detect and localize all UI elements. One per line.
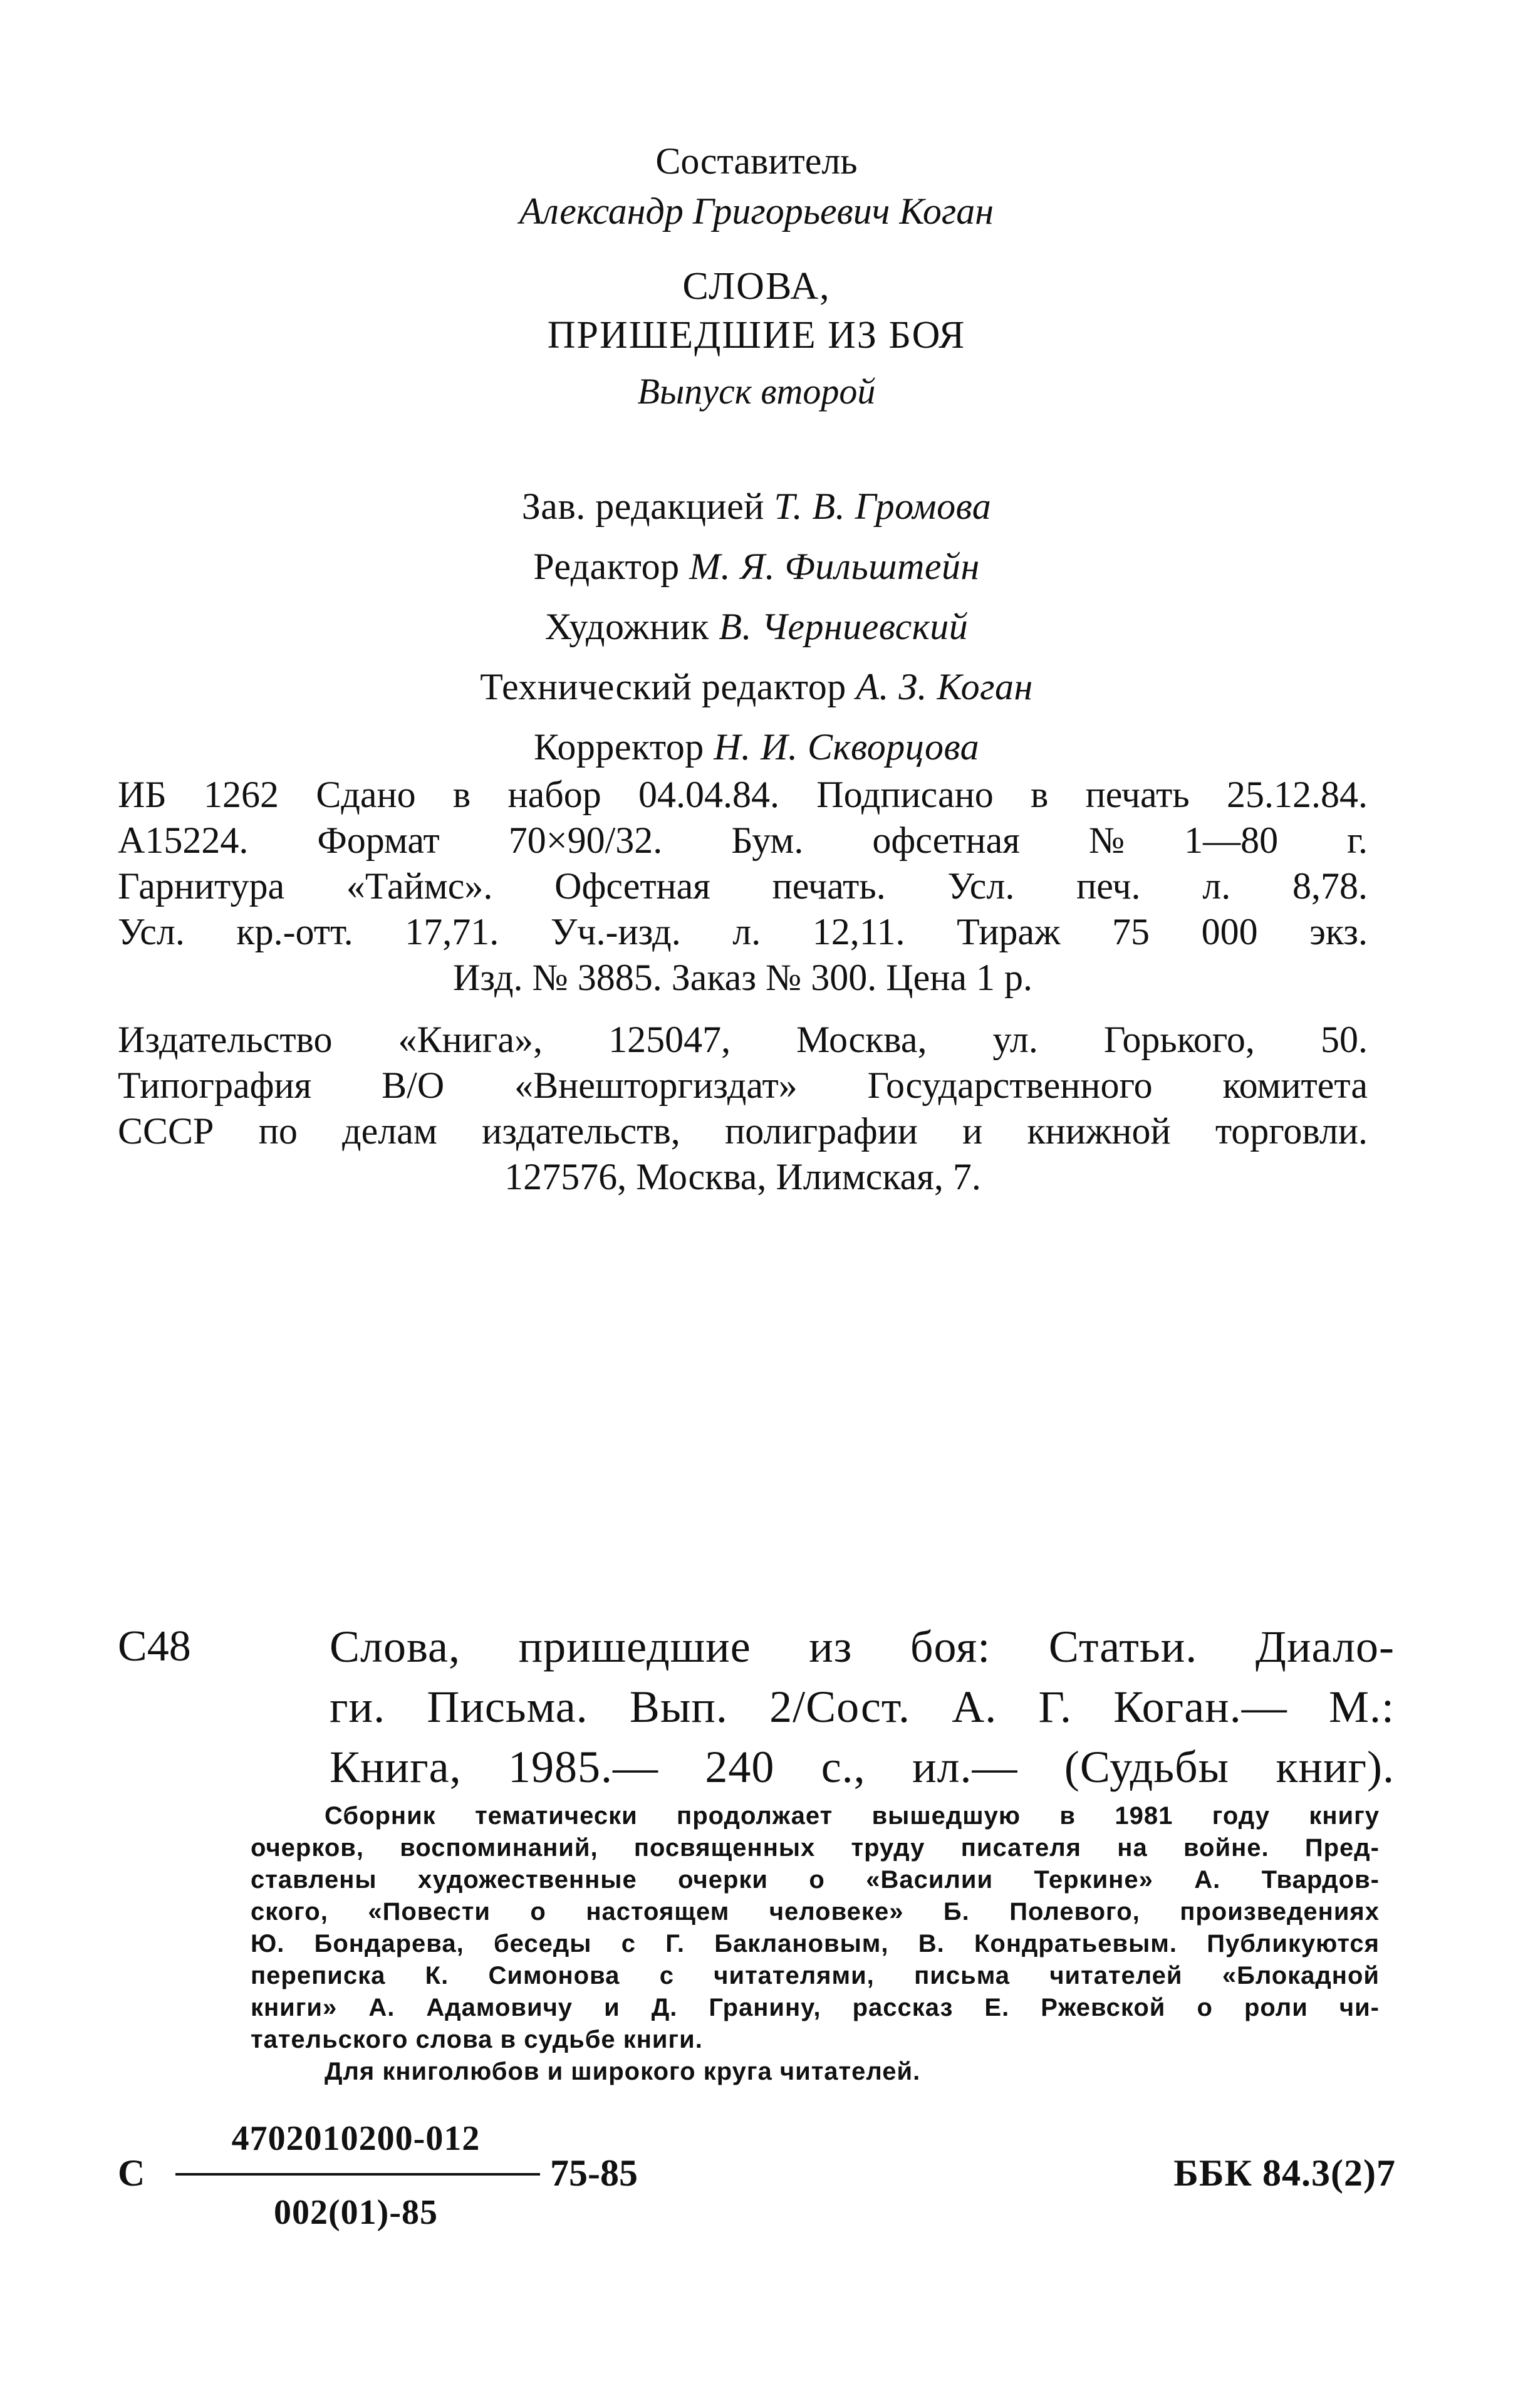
code-denominator: 002(01)-85 (274, 2193, 438, 2232)
staff-role: Корректор (533, 726, 704, 768)
reference-line: Книга, 1985.— 240 с., ил.— (Судьбы книг). (330, 1742, 1395, 1792)
imprint-line: Гарнитура «Таймс». Офсетная печать. Усл. печ. л. 8,78. (118, 865, 1368, 907)
imprint-line: ИБ 1262 Сдано в набор 04.04.84. Подписано в печать 25.12.84. (118, 774, 1368, 815)
summary-line: переписка К. Симонова с читателями, письма читателей «Блокадной (251, 1962, 1380, 1989)
imprint-line: Изд. № 3885. Заказ № 300. Цена 1 р. (453, 957, 1032, 998)
reference-line: Слова, пришедшие из боя: Статьи. Диало- (330, 1622, 1395, 1672)
staff-role: Зав. редакцией (521, 486, 764, 527)
book-title (0, 262, 1513, 360)
bibliographic-reference (330, 1617, 1395, 1797)
reference-line: ги. Письма. Вып. 2/Сост. А. Г. Коган.— М.: (330, 1682, 1395, 1732)
fraction-divider (175, 2173, 540, 2176)
summary-line: ского, «Повести о настоящем человеке» Б. Полевого, произведениях (251, 1898, 1380, 1926)
staff-name: М. Я. Фильштейн (689, 546, 980, 587)
imprint-line: А15224. Формат 70×90/32. Бум. офсетная №1—80 г. (118, 820, 1368, 861)
staff-row (0, 476, 1513, 536)
summary-line: очерков, воспоминаний, посвященных труду писателя на войне. Пред- (251, 1834, 1380, 1862)
staff-row (0, 536, 1513, 597)
book-summary (251, 1800, 1380, 2088)
staff-row (0, 717, 1513, 777)
staff-role: Художник (544, 606, 709, 647)
compiler-name: Александр Григорьевич Коган (519, 190, 994, 232)
publisher-line: 127576, Москва, Илимская, 7. (504, 1156, 981, 1197)
bbk-code: ББК 84.3(2)7 (1173, 2152, 1396, 2194)
staff-row (0, 657, 1513, 717)
summary-audience: Для книголюбов и широкого круга читателей. (325, 2058, 921, 2085)
issue-label: Выпуск второй (637, 371, 876, 412)
staff-name: Н. И. Скворцова (714, 726, 980, 768)
code-suffix: 75-85 (550, 2152, 638, 2194)
staff-credits (0, 476, 1513, 777)
staff-row (0, 597, 1513, 657)
summary-line: Ю. Бондарева, беседы с Г. Баклановым, В. Кондратьевым. Публикуются (251, 1930, 1380, 1957)
book-title-line-2: ПРИШЕДШИЕ ИЗ БОЯ (547, 314, 966, 357)
classification-code: С48 (118, 1622, 191, 1670)
code-numerator: 4702010200-012 (231, 2119, 481, 2158)
compiler-label: Составитель (655, 140, 858, 182)
staff-role: Редактор (533, 546, 680, 587)
summary-line: Сборник тематически продолжает вышедшую в 1981 году книгу (325, 1802, 1380, 1830)
summary-line: книги» А. Адамовичу и Д. Гранину, рассказ Е. Ржевской о роли чи- (251, 1994, 1380, 2021)
staff-name: А. З. Коган (856, 666, 1033, 707)
code-letter: С (118, 2152, 145, 2194)
book-title-line-1: СЛОВА, (682, 265, 831, 308)
staff-name: Т. В. Громова (774, 486, 992, 527)
publisher-line: СССР по делам издательств, полиграфии и книжной торговли. (118, 1110, 1368, 1152)
imprint-line: Усл. кр.-отт. 17,71. Уч.-изд. л. 12,11. Тираж 75 000 экз. (118, 911, 1368, 952)
staff-role: Технический редактор (480, 666, 846, 707)
summary-line: ставлены художественные очерки о «Василии Теркине» А. Твардов- (251, 1866, 1380, 1894)
catalog-codes (118, 2117, 1396, 2242)
summary-line: тательского слова в судьбе книги. (251, 2026, 703, 2053)
publisher-line: Типография В/О «Внешторгиздат» Государственного комитета (118, 1065, 1368, 1106)
publisher-line: Издательство «Книга», 125047, Москва, ул. Горького, 50. (118, 1019, 1368, 1060)
staff-name: В. Черниевский (719, 606, 969, 647)
print-imprint (118, 772, 1368, 1200)
